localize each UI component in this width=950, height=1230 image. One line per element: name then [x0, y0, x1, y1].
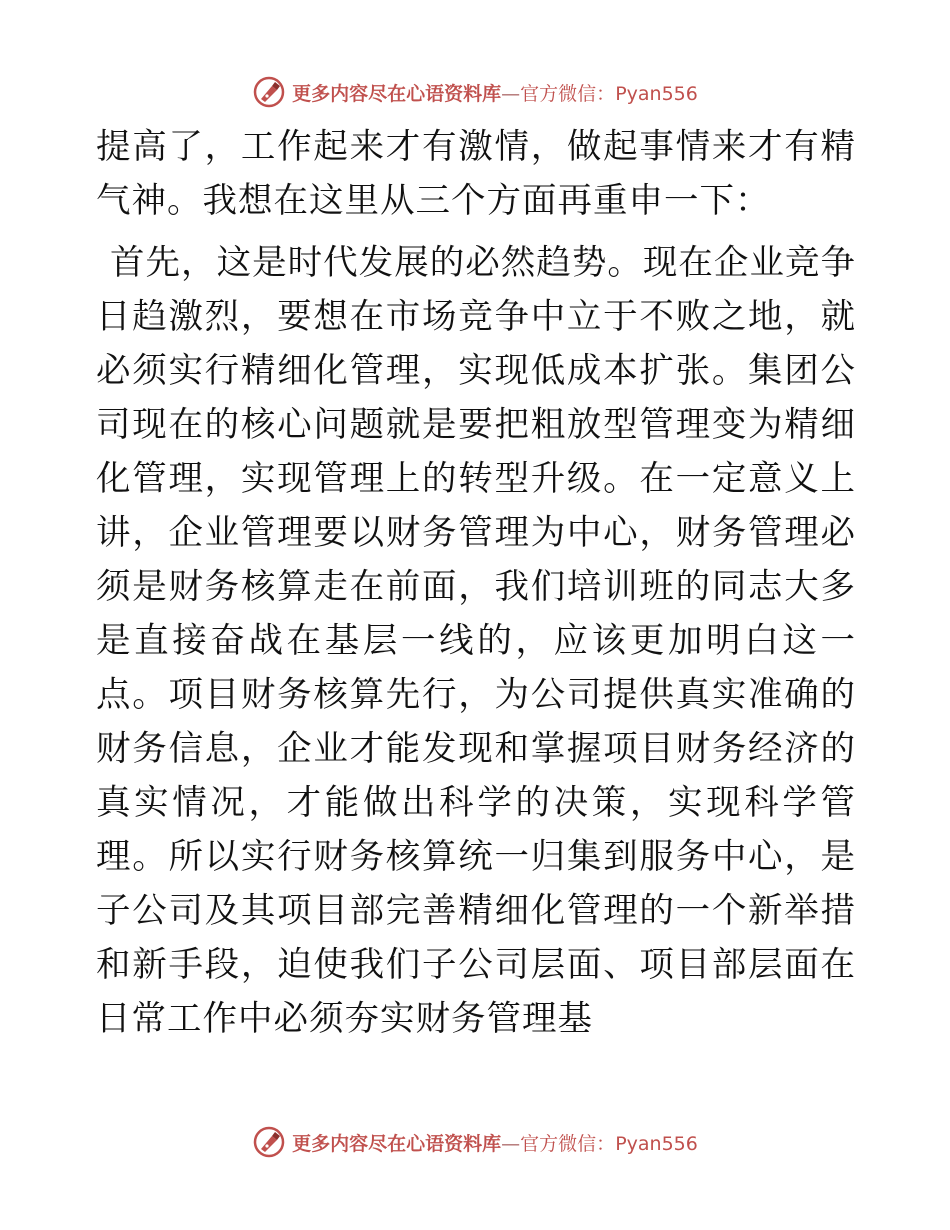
pen-nib-icon [252, 75, 286, 109]
footer-wechat-id: Pyan556 [615, 1132, 698, 1155]
pen-nib-icon [252, 1125, 286, 1159]
footer-separator: — [501, 1132, 521, 1155]
footer-wechat-label: 官方微信： [520, 1132, 616, 1155]
header-wechat-id: Pyan556 [615, 82, 698, 105]
header-promo-text [292, 79, 698, 106]
header-wechat-label: 官方微信： [520, 82, 616, 105]
paragraph-2: 首先，这是时代发展的必然趋势。现在企业竞争日趋激烈，要想在市场竞争中立于不败之地，就必须实行精细化管理，实现低成本扩张。集团公司现在的核心问题就是要把粗放型管理变为精细化管理，实现管理上的转型升级。在一定意义上讲，企业管理要以财务管理为中心，财务管理必须是财务核算走在前面，我们培训班的同志大多是直接奋战在基层一线的，应该更加明白这一点。项目财务核算先行，为公司提供真实准确的财务信息，企业才能发现和掌握项目财务经济的真实情况，才能做出科学的决策，实现科学管理。所以实行财务核算统一归集到服务中心，是子公司及其项目部完善精细化管理的一个新举措和新手段，迫使我们子公司层面、项目部层面在日常工作中必须夯实财务管理基 [96, 243, 856, 1039]
footer-banner [0, 1122, 950, 1162]
header-promo: 更多内容尽在心语资料库 [292, 82, 502, 105]
footer-promo-text [292, 1129, 698, 1156]
footer-promo: 更多内容尽在心语资料库 [292, 1132, 502, 1155]
header-separator: — [501, 82, 521, 105]
header-banner [0, 72, 950, 112]
document-body [96, 120, 856, 1046]
paragraph-1: 提高了，工作起来才有激情，做起事情来才有精气神。我想在这里从三个方面再重申一下： [96, 127, 856, 221]
